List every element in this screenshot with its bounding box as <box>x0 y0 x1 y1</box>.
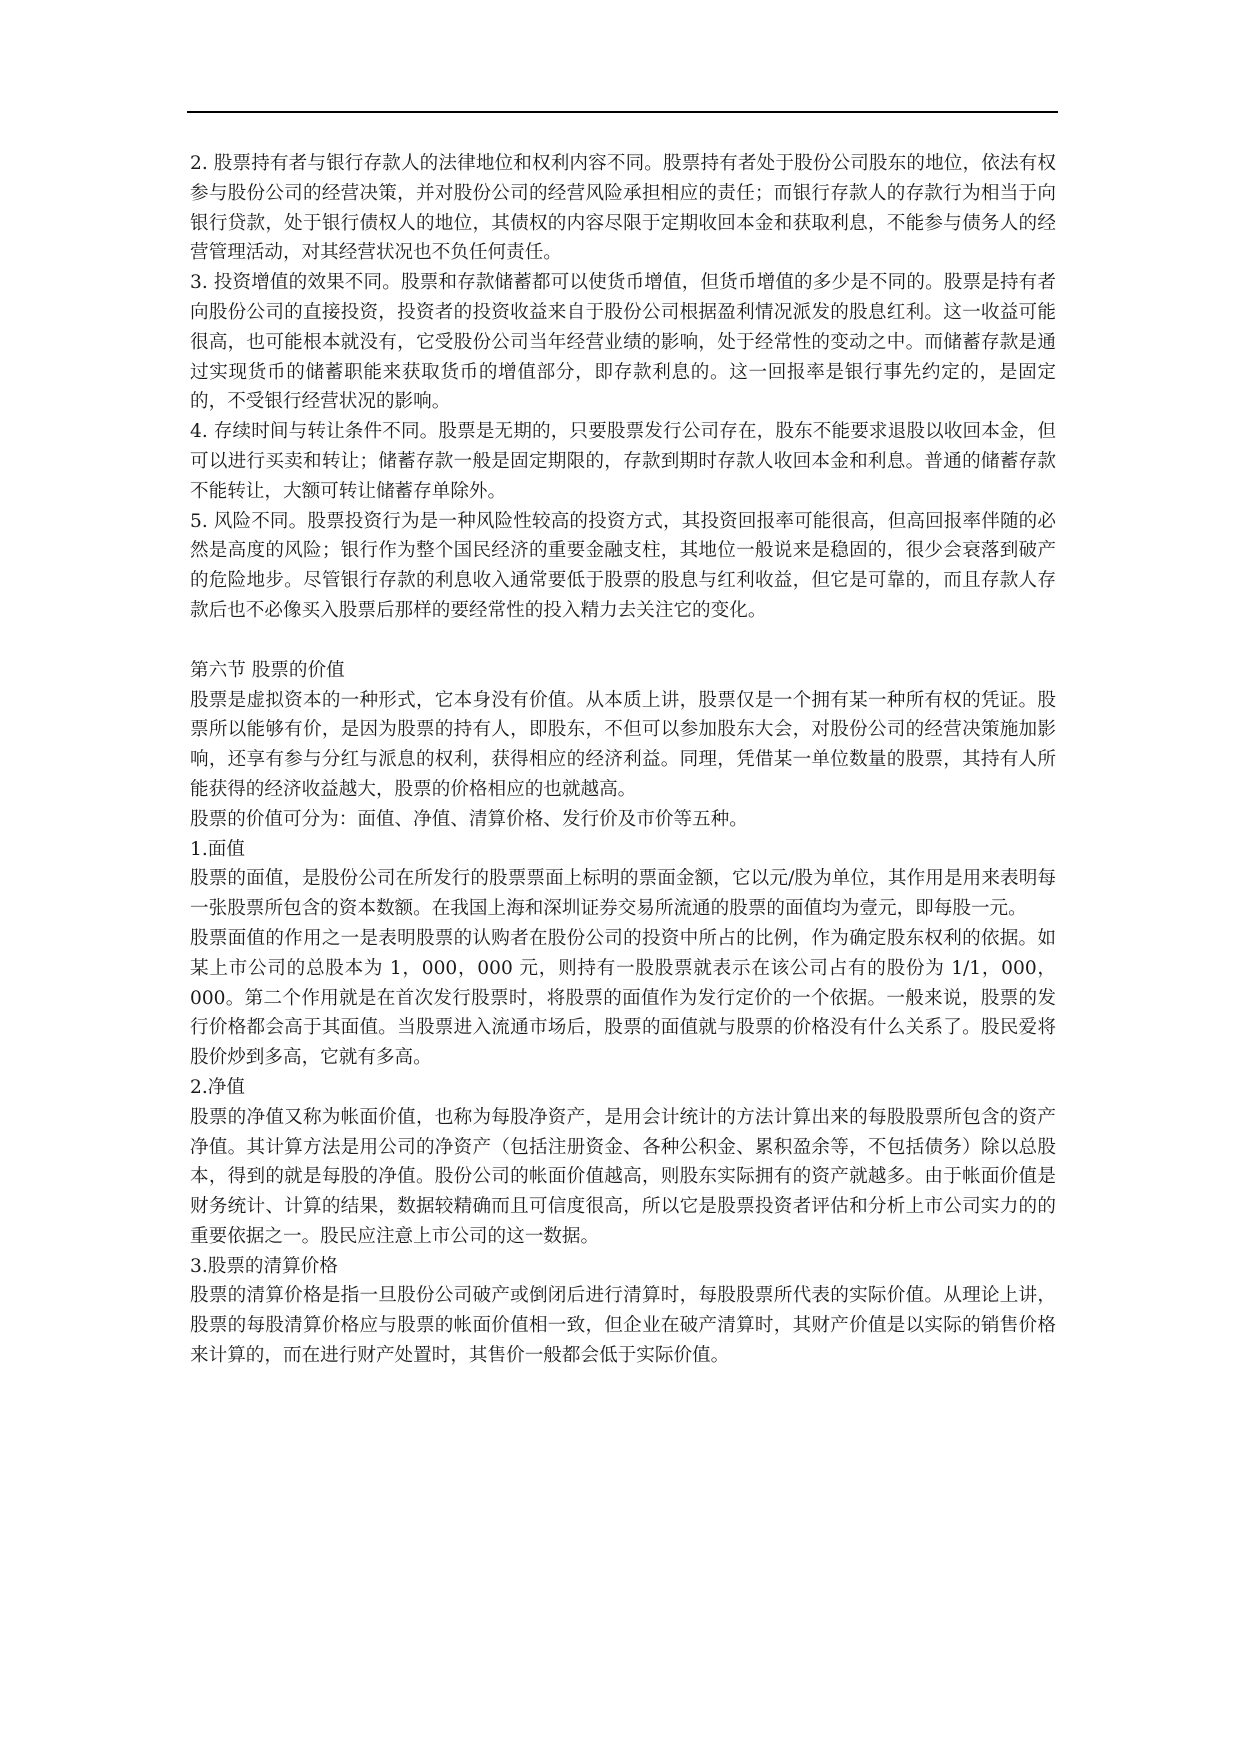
document-body <box>190 149 1056 1371</box>
subheading-net-value: 2.净值 <box>190 1076 245 1098</box>
section-gap <box>190 626 1056 656</box>
subheading-face-value: 1.面值 <box>190 838 245 860</box>
header-rule <box>187 111 1058 113</box>
section-title: 第六节 股票的价值 <box>190 659 345 681</box>
paragraph: 2. 股票持有者与银行存款人的法律地位和权利内容不同。股票持有者处于股份公司股东的地位，依法有权参与股份公司的经营决策，并对股份公司的经营风险承担相应的责任；而银行存款人的存款行为相当于向银行贷款，处于银行债权人的地位，其债权的内容尽限于定期收回本金和获取利息，不能参与债务人的经营管理活动，对其经营状况也不负任何责任。 <box>190 153 1056 264</box>
paragraph: 股票的价值可分为：面值、净值、清算价格、发行价及市价等五种。 <box>190 808 748 830</box>
paragraph: 股票面值的作用之一是表明股票的认购者在股份公司的投资中所占的比例，作为确定股东权利的依据。如某上市公司的总股本为 1，000，000 元，则持有一股股票就表示在该公司占有的股份为 1/1，000，000。第二个作用就是在首次发行股票时，将股票的面值作为发行定价的一个依据。一般来说，股票的发行价格都会高于其面值。当股票进入流通市场后，股票的面值就与股票的价格没有什么关系了。股民爱将股价炒到多高，它就有多高。 <box>190 927 1056 1069</box>
paragraph: 股票的清算价格是指一旦股份公司破产或倒闭后进行清算时，每股股票所代表的实际价值。从理论上讲，股票的每股清算价格应与股票的帐面价值相一致，但企业在破产清算时，其财产价值是以实际的销售价格来计算的，而在进行财产处置时，其售价一般都会低于实际价值。 <box>190 1285 1056 1367</box>
paragraph: 3. 投资增值的效果不同。股票和存款储蓄都可以使货币增值，但货币增值的多少是不同的。股票是持有者向股份公司的直接投资，投资者的投资收益来自于股份公司根据盈利情况派发的股息红利。这一收益可能很高，也可能根本就没有，它受股份公司当年经营业绩的影响，处于经常性的变动之中。而储蓄存款是通过实现货币的储蓄职能来获取货币的增值部分，即存款利息的。这一回报率是银行事先约定的，是固定的，不受银行经营状况的影响。 <box>190 272 1056 413</box>
paragraph: 股票是虚拟资本的一种形式，它本身没有价值。从本质上讲，股票仅是一个拥有某一种所有权的凭证。股票所以能够有价，是因为股票的持有人，即股东，不但可以参加股东大会，对股份公司的经营决策施加影响，还享有参与分红与派息的权利，获得相应的经济利益。同理，凭借某一单位数量的股票，其持有人所能获得的经济收益越大，股票的价格相应的也就越高。 <box>190 689 1056 800</box>
paragraph: 股票的面值，是股份公司在所发行的股票票面上标明的票面金额，它以元/股为单位，其作用是用来表明每一张股票所包含的资本数额。在我国上海和深圳证券交易所流通的股票的面值均为壹元，即每股一元。 <box>190 868 1056 920</box>
paragraph: 股票的净值又称为帐面价值，也称为每股净资产，是用会计统计的方法计算出来的每股股票所包含的资产净值。其计算方法是用公司的净资产（包括注册资金、各种公积金、累积盈余等，不包括债务）除以总股本，得到的就是每股的净值。股份公司的帐面价值越高，则股东实际拥有的资产就越多。由于帐面价值是财务统计、计算的结果，数据较精确而且可信度很高，所以它是股票投资者评估和分析上市公司实力的的重要依据之一。股民应注意上市公司的这一数据。 <box>190 1106 1056 1247</box>
paragraph: 5. 风险不同。股票投资行为是一种风险性较高的投资方式，其投资回报率可能很高，但高回报率伴随的必然是高度的风险；银行作为整个国民经济的重要金融支柱，其地位一般说来是稳固的，很少会衰落到破产的危险地步。尽管银行存款的利息收入通常要低于股票的股息与红利收益，但它是可靠的，而且存款人存款后也不必像买入股票后那样的要经常性的投入精力去关注它的变化。 <box>190 510 1056 621</box>
subheading-liquidation-price: 3.股票的清算价格 <box>190 1255 338 1277</box>
paragraph: 4. 存续时间与转让条件不同。股票是无期的，只要股票发行公司存在，股东不能要求退股以收回本金，但可以进行买卖和转让；储蓄存款一般是固定期限的，存款到期时存款人收回本金和利息。普通的储蓄存款不能转让，大额可转让储蓄存单除外。 <box>190 421 1056 502</box>
